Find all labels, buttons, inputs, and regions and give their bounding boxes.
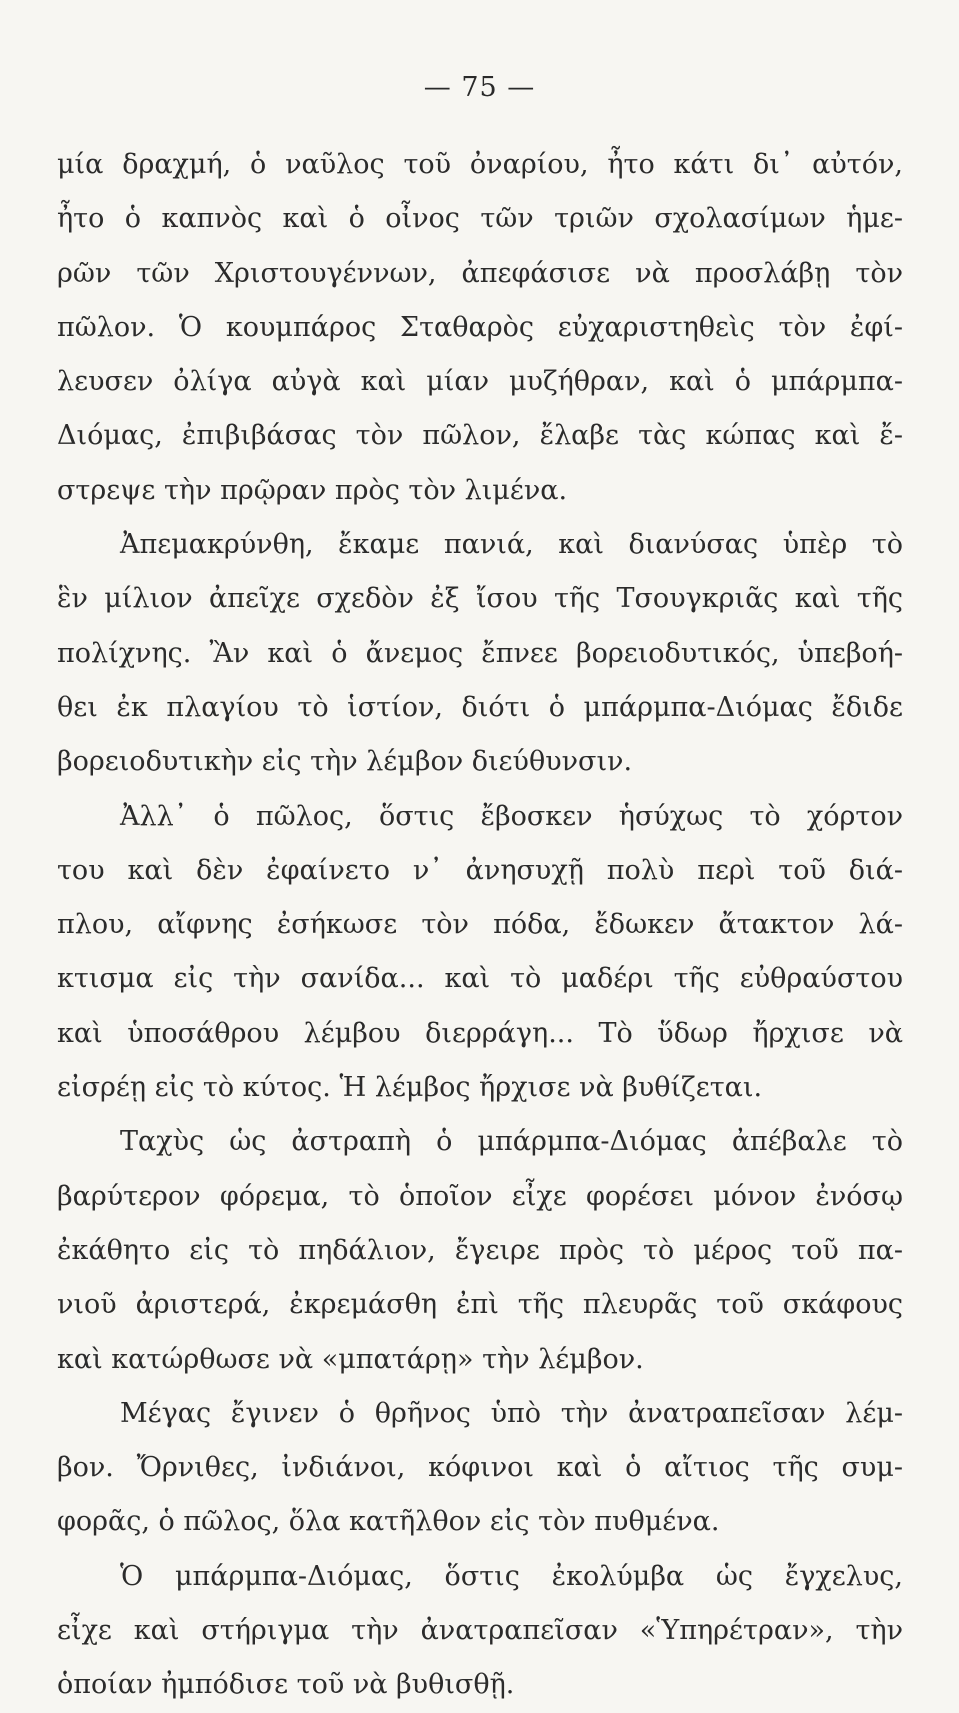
paragraph-start-line: Μέγας ἔγινεν ὁ θρῆνος ὑπὸ τὴν ἀνατραπεῖσαν λέμ- [120,1397,903,1429]
text-line: πῶλον. Ὁ κουμπάρος Σταθαρὸς εὐχαριστηθεὶς τὸν ἐφί- [57,311,903,343]
text-line: ἐκάθητο εἰς τὸ πηδάλιον, ἔγειρε πρὸς τὸ μέρος τοῦ πα- [57,1234,903,1266]
text-line: φορᾶς, ὁ πῶλος, ὅλα κατῆλθον εἰς τὸν πυθμένα. [57,1506,720,1538]
text-line: καὶ ὑποσάθρου λέμβου διερράγη... Τὸ ὕδωρ ἤρχισε νὰ [57,1017,903,1049]
text-line: πλου, αἴφνης ἐσήκωσε τὸν πόδα, ἔδωκεν ἄτακτον λά- [57,909,903,941]
text-line: βορειοδυτικὴν εἰς τὴν λέμβον διεύθυνσιν. [57,746,633,778]
text-line: Διόμας, ἐπιβιβάσας τὸν πῶλον, ἔλαβε τὰς κώπας καὶ ἔ- [57,420,903,452]
text-line: του καὶ δὲν ἐφαίνετο ν᾽ ἀνησυχῇ πολὺ περὶ τοῦ διά- [57,854,903,886]
text-line: πολίχνης. Ἂν καὶ ὁ ἄνεμος ἔπνεε βορειοδυτικός, ὑπεβοή- [57,637,903,669]
text-line: εἶχε καὶ στήριγμα τὴν ἀνατραπεῖσαν «Ὑπηρέτραν», τὴν [57,1615,903,1647]
paragraph-start-line: Ἀλλ᾽ ὁ πῶλος, ὅστις ἔβοσκεν ἡσύχως τὸ χόρτον [120,800,903,832]
text-line: μία δραχμή, ὁ ναῦλος τοῦ ὀναρίου, ἦτο κάτι δι᾽ αὐτόν, [57,149,903,180]
paragraph-start-line: Ἀπεμακρύνθη, ἔκαμε πανιά, καὶ διανύσας ὑπὲρ τὸ [120,529,903,561]
text-line: ὁποίαν ἠμπόδισε τοῦ νὰ βυθισθῇ. [57,1669,515,1701]
text-line: κτισμα εἰς τὴν σανίδα... καὶ τὸ μαδέρι τῆς εὐθραύστου [57,963,903,995]
text-line: θει ἐκ πλαγίου τὸ ἱστίον, διότι ὁ μπάρμπα-Διόμας ἔδιδε [57,691,903,723]
text-line: ἓν μίλιον ἀπεῖχε σχεδὸν ἐξ ἴσου τῆς Τσουγκριᾶς καὶ τῆς [57,583,903,615]
text-line: ἦτο ὁ καπνὸς καὶ ὁ οἶνος τῶν τριῶν σχολασίμων ἡμε- [57,203,903,235]
page-number: — 75 — [423,72,536,103]
text-line: στρεψε τὴν πρῷραν πρὸς τὸν λιμένα. [57,474,568,506]
text-line: νιοῦ ἀριστερά, ἐκρεμάσθη ἐπὶ τῆς πλευρᾶς τοῦ σκάφους [57,1289,903,1321]
text-line: βαρύτερον φόρεμα, τὸ ὁποῖον εἶχε φορέσει μόνον ἐνόσῳ [57,1180,903,1212]
text-line: εἰσρέῃ εἰς τὸ κύτος. Ἡ λέμβος ἤρχισε νὰ βυθίζεται. [57,1072,763,1104]
paragraph-start-line: Ταχὺς ὡς ἀστραπὴ ὁ μπάρμπα-Διόμας ἀπέβαλε τὸ [120,1126,903,1158]
body-text [57,138,903,1713]
text-line: ρῶν τῶν Χριστουγέννων, ἀπεφάσισε νὰ προσλάβῃ τὸν [57,257,903,289]
text-line: καὶ κατώρθωσε νὰ «μπατάρῃ» τὴν λέμβον. [57,1343,644,1375]
text-line: λευσεν ὀλίγα αὐγὰ καὶ μίαν μυζήθραν, καὶ ὁ μπάρμπα- [57,366,903,398]
paragraph-start-line: Ὁ μπάρμπα-Διόμας, ὅστις ἐκολύμβα ὡς ἔγχελυς, [120,1560,903,1592]
text-line: βον. Ὄρνιθες, ἰνδιάνοι, κόφινοι καὶ ὁ αἴτιος τῆς συμ- [57,1452,903,1484]
